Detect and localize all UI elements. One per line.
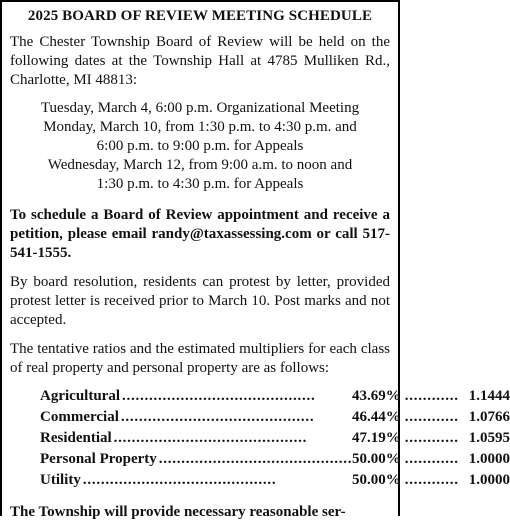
ratio-value: 47.19% — [352, 430, 401, 446]
notice-title: 2025 BOARD OF REVIEW MEETING SCHEDULE — [27, 8, 373, 24]
date-line: Tuesday, March 4, 6:00 p.m. Organizational Meeting — [40, 100, 360, 116]
multiplier-value: 1.0766 — [468, 409, 510, 425]
ratio-table — [40, 386, 510, 491]
table-row — [40, 449, 510, 470]
appointment-instructions: To schedule a Board of Review appointment and receive a petition, please email randy@taxassessing.com or call 517-541-1555. — [10, 207, 390, 261]
footer-text: The Township will provide necessary reasonable ser- — [10, 504, 346, 520]
table-row — [40, 428, 510, 449]
multiplier-value: 1.0000 — [468, 472, 510, 488]
ratio-value: 50.00% — [352, 451, 401, 467]
property-class: Utility — [40, 472, 81, 488]
property-class: Agricultural — [40, 388, 120, 404]
date-line: Wednesday, March 12, from 9:00 a.m. to noon and — [47, 157, 353, 173]
ratio-value: 46.44% — [352, 409, 401, 425]
meeting-dates — [10, 99, 390, 194]
resolution-paragraph: By board resolution, residents can protest by letter, provided protest letter is received prior to March 10. Post marks and not accepted. — [10, 274, 390, 328]
table-row — [40, 386, 510, 407]
table-row — [40, 407, 510, 428]
ratio-value: 43.69% — [352, 388, 401, 404]
property-class: Commercial — [40, 409, 119, 425]
property-class: Residential — [40, 430, 112, 446]
ratio-value: 50.00% — [352, 472, 401, 488]
date-line: Monday, March 10, from 1:30 p.m. to 4:30 p.m. and — [43, 119, 357, 135]
table-row — [40, 470, 510, 491]
multiplier-value: 1.0595 — [468, 430, 510, 446]
multiplier-value: 1.1444 — [468, 388, 510, 404]
intro-paragraph: The Chester Township Board of Review will be held on the following dates at the Township Hall at 4785 Mulliken Rd., Charlotte, MI 48813: — [10, 34, 390, 88]
date-line: 1:30 p.m. to 4:30 p.m. for Appeals — [96, 176, 304, 192]
tentative-paragraph: The tentative ratios and the estimated multipliers for each class of real property and personal property are as follows: — [10, 341, 390, 376]
date-line: 6:00 p.m. to 9:00 p.m. for Appeals — [96, 138, 304, 154]
property-class: Personal Property — [40, 451, 157, 467]
multiplier-value: 1.0000 — [468, 451, 510, 467]
